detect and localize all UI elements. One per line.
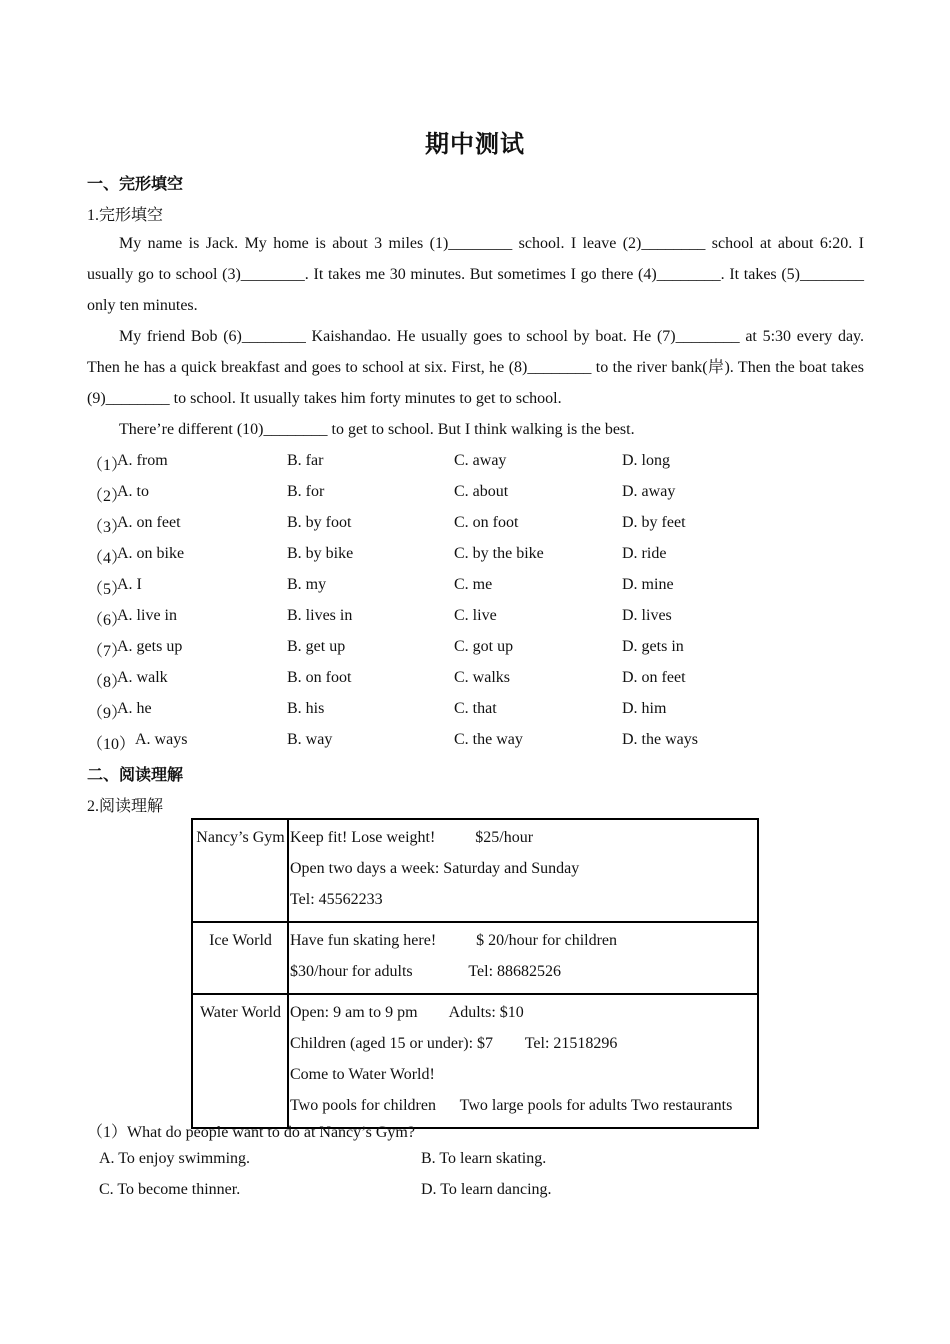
option-d: D. on feet — [622, 669, 686, 686]
ad-body-cell — [288, 994, 758, 1128]
ad-name-cell — [192, 819, 288, 922]
option-number: （3） — [87, 519, 128, 536]
reading-question: （1）What do people want to do at Nancy’s Gym? — [87, 1124, 415, 1141]
reading-option-c: C. To become thinner. — [99, 1181, 241, 1198]
reading-option-a: A. To enjoy swimming. — [99, 1150, 251, 1167]
option-b: B. by bike — [287, 545, 354, 562]
ad-line: Two pools for children Two large pools for adults Two restaurants — [290, 1097, 733, 1114]
option-row — [87, 483, 864, 514]
option-d: D. him — [622, 700, 667, 717]
option-c: C. away — [454, 452, 507, 469]
ad-line: Children (aged 15 or under): $7 Tel: 21518296 — [290, 1035, 618, 1052]
option-d: D. long — [622, 452, 670, 469]
option-a: A. on bike — [117, 545, 185, 562]
option-c: C. by the bike — [454, 545, 544, 562]
option-a: A. from — [117, 452, 168, 469]
ad-line: Come to Water World! — [290, 1066, 435, 1083]
option-number: （9） — [87, 705, 128, 722]
option-a: A. on feet — [117, 514, 181, 531]
option-a: A. to — [117, 483, 149, 500]
ad-line: $30/hour for adults Tel: 88682526 — [290, 963, 562, 980]
reading-option-b: B. To learn skating. — [421, 1150, 547, 1167]
cloze-paragraph-2-text: My friend Bob (6)________ Kaishandao. He usually goes to school by boat. He (7)________ at 5:30 every day. Then he has a quick breakfast and goes to school at six. First, he (8)________ to the river bank(岸). Then the boat takes (9)________ to school. It usually takes him forty minutes to get to school. — [87, 328, 864, 407]
question-label-reading: 2.阅读理解 — [87, 798, 164, 815]
option-b: B. lives in — [287, 607, 353, 624]
ad-name-cell — [192, 994, 288, 1128]
option-a: A. walk — [117, 669, 168, 686]
question-label-cloze: 1.完形填空 — [87, 207, 164, 224]
option-c: C. the way — [454, 731, 523, 748]
cloze-paragraph-3 — [87, 414, 864, 445]
option-row — [87, 514, 864, 545]
option-b: B. my — [287, 576, 327, 593]
option-b: B. way — [287, 731, 333, 748]
ad-name: Water World — [199, 1004, 282, 1021]
option-number: （5） — [87, 581, 128, 598]
option-b: B. for — [287, 483, 325, 500]
page-title: 期中测试 — [425, 130, 525, 158]
option-c: C. that — [454, 700, 497, 717]
cloze-paragraph-2 — [87, 321, 864, 414]
advertisement-table — [191, 818, 759, 1129]
ad-body-cell — [288, 819, 758, 922]
option-c: C. walks — [454, 669, 510, 686]
ad-line: Tel: 45562233 — [290, 891, 383, 908]
option-d: D. the ways — [622, 731, 698, 748]
option-row — [87, 700, 864, 731]
option-b: B. on foot — [287, 669, 352, 686]
ad-line: Have fun skating here! $ 20/hour for children — [290, 932, 618, 949]
option-number: （2） — [87, 488, 128, 505]
option-b: B. get up — [287, 638, 346, 655]
option-row — [87, 452, 864, 483]
section-heading-cloze: 一、完形填空 — [87, 174, 184, 193]
option-row — [87, 731, 864, 762]
option-number: （4） — [87, 550, 128, 567]
cloze-paragraph-1-text: My name is Jack. My home is about 3 miles (1)________ school. I leave (2)________ school at about 6:20. I usually go to school (3)________. It takes me 30 minutes. But sometimes I go there (4)________. It takes (5)________ only ten minutes. — [87, 235, 864, 314]
option-a: A. he — [117, 700, 152, 717]
option-c: C. me — [454, 576, 493, 593]
ad-name-cell — [192, 922, 288, 994]
option-c: C. got up — [454, 638, 514, 655]
option-d: D. ride — [622, 545, 667, 562]
ad-body-cell — [288, 922, 758, 994]
option-b: B. by foot — [287, 514, 352, 531]
option-row — [87, 576, 864, 607]
option-number: （7） — [87, 643, 128, 660]
option-d: D. away — [622, 483, 676, 500]
option-number: （6） — [87, 612, 128, 629]
option-row — [87, 669, 864, 700]
option-c: C. on foot — [454, 514, 519, 531]
ad-name: Ice World — [209, 932, 272, 949]
table-row — [192, 819, 758, 922]
option-d: D. mine — [622, 576, 674, 593]
option-b: B. far — [287, 452, 324, 469]
option-number: （8） — [87, 674, 128, 691]
option-row — [87, 638, 864, 669]
option-c: C. about — [454, 483, 509, 500]
option-d: D. by feet — [622, 514, 686, 531]
option-a: A. gets up — [117, 638, 183, 655]
option-b: B. his — [287, 700, 325, 717]
option-row — [87, 607, 864, 638]
option-c: C. live — [454, 607, 497, 624]
option-number: （1） — [87, 457, 128, 474]
option-a: A. ways — [135, 731, 188, 748]
section-heading-reading: 二、阅读理解 — [87, 765, 184, 784]
cloze-paragraph-3-text: There’re different (10)________ to get to school. But I think walking is the best. — [119, 421, 635, 438]
option-number: （10） — [87, 736, 136, 753]
option-a: A. I — [117, 576, 142, 593]
ad-line: Open two days a week: Saturday and Sunday — [290, 860, 580, 877]
cloze-paragraph-1 — [87, 228, 864, 321]
option-row — [87, 545, 864, 576]
ad-line: Keep fit! Lose weight! $25/hour — [290, 829, 534, 846]
ad-line: Open: 9 am to 9 pm Adults: $10 — [290, 1004, 524, 1021]
option-d: D. lives — [622, 607, 672, 624]
table-row — [192, 994, 758, 1128]
reading-option-d: D. To learn dancing. — [421, 1181, 552, 1198]
option-a: A. live in — [117, 607, 177, 624]
option-d: D. gets in — [622, 638, 684, 655]
ad-name: Nancy’s Gym — [196, 829, 285, 846]
table-row — [192, 922, 758, 994]
